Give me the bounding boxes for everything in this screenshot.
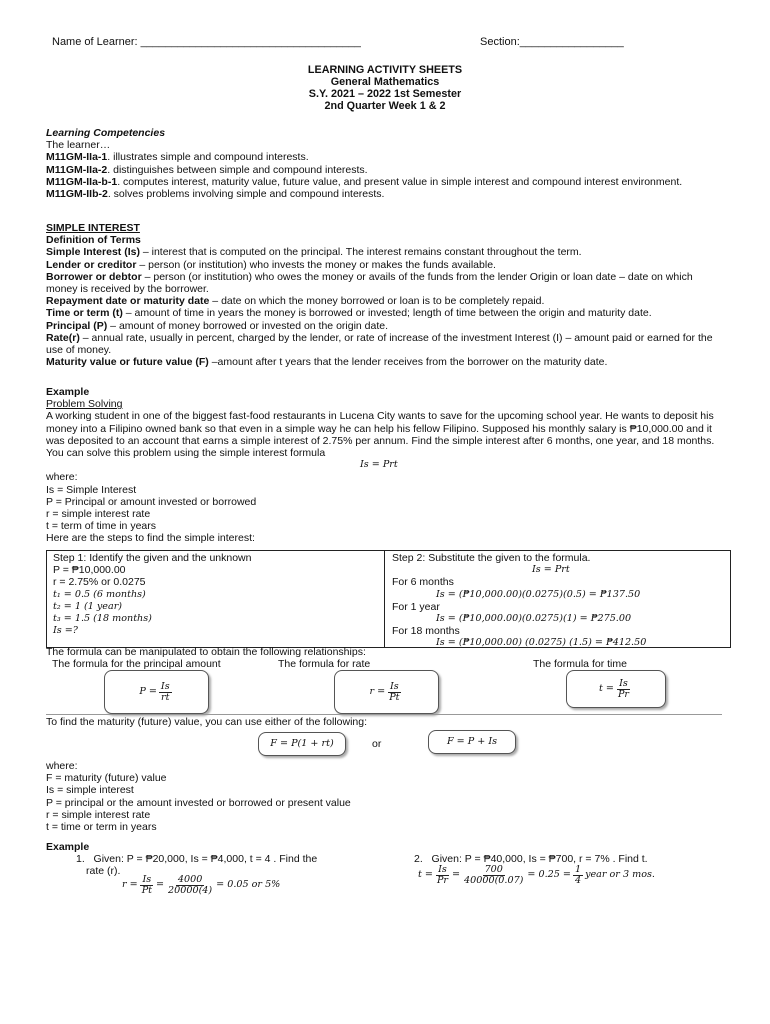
where-item: P = Principal or amount invested or borrowed	[46, 495, 257, 508]
where-item: r = simple interest rate	[46, 808, 151, 821]
example-heading: Example	[46, 386, 90, 398]
term-definition: Lender or creditor – person (or institution) who invests the money or makes the funds available.	[46, 258, 496, 271]
principal-formula-label: The formula for the principal amount	[52, 658, 221, 670]
time-formula-box: t = $\frac{Is}{Pr}$	[566, 670, 666, 708]
title-line-1: LEARNING ACTIVITY SHEETS	[307, 64, 463, 76]
learning-competencies	[46, 127, 716, 200]
step2-calc: Is = (₱10,000.00)(0.0275)(1) = ₱275.00	[436, 613, 632, 625]
step1-cell	[53, 552, 383, 637]
example2-heading: Example	[46, 841, 90, 853]
step1-line: t₂ = 1 (1 year)	[53, 600, 123, 612]
problem-solving-label: Problem Solving	[46, 398, 123, 411]
term-definition: Rate(r) – annual rate, usually in percent, charged by the lender, or rate of increase of the investment Interest (I) – amount paid or earned for the use of money.	[46, 331, 713, 357]
simple-interest-section	[46, 222, 726, 368]
relationships-intro: The formula can be manipulated to obtain the following relationships:	[46, 646, 366, 658]
step2-label: For 6 months	[392, 576, 454, 589]
term-definition: Principal (P) – amount of money borrowed or invested on the origin date.	[46, 319, 389, 332]
fraction: $\frac{Is}{Pt}$	[389, 680, 400, 703]
where-item: Is = simple interest	[46, 784, 134, 797]
principal-formula-box: P = $\frac{Is}{rt}$	[104, 670, 209, 714]
definitions-heading: Definition of Terms	[46, 234, 141, 247]
where-label: where:	[46, 760, 78, 772]
rate-formula-box: r = $\frac{Is}{Pt}$	[334, 670, 439, 714]
competency-item: M11GM-IIb-2. solves problems involving simple and compound interests.	[46, 188, 385, 201]
term-definition: Maturity value or future value (F) –amount after t years that the lender receives from the borrower on the maturity date.	[46, 356, 608, 369]
given-text: Given: P = ₱40,000, Is = ₱700, r = 7% . Find t.	[431, 853, 648, 865]
steps-intro: Here are the steps to find the simple interest:	[46, 532, 255, 545]
section-label: Section:_________________	[480, 36, 624, 48]
time-solution: t = $\frac{Is}{Pr}$ = $\frac{700}{40000(0.07)}$ = 0.25 = $\frac{1}{4}$ year or 3 mos.	[418, 864, 655, 886]
step2-calc: Is = (₱10,000.00) (0.0275) (1.5) = ₱412.50	[436, 637, 647, 649]
fraction: $\frac{Is}{Pr}$	[617, 677, 629, 700]
competencies-intro: The learner…	[46, 139, 111, 152]
title-line-2: General Mathematics	[330, 76, 440, 88]
or-label: or	[372, 738, 382, 750]
example2-item-2: 2. Given: P = ₱40,000, Is = ₱700, r = 7% . Find t. t = $\frac{Is}{Pr}$ = $\frac{700}{40000(0.07)}$ = 0.25 = $\frac{1}{4}$ year or 3 mos.	[414, 853, 655, 886]
where-item: t = term of time in years	[46, 520, 156, 533]
competency-item: M11GM-IIa-1. illustrates simple and compound interests.	[46, 151, 309, 164]
term-definition: Time or term (t) – amount of time in years the money is borrowed or invested; length of time between the origin and maturity date.	[46, 307, 652, 320]
where-item: r = simple interest rate	[46, 508, 151, 521]
term-definition: Simple Interest (Is) – interest that is computed on the principal. The interest remains constant throughout the term.	[46, 246, 582, 259]
future-value-formula-1: F = P(1 + rt)	[258, 732, 346, 756]
step2-cell	[392, 552, 726, 650]
step2-label: For 18 months	[392, 625, 460, 638]
table-divider	[384, 551, 385, 647]
maturity-where	[46, 760, 646, 833]
steps-table	[46, 550, 731, 648]
where-item: Is = Simple Interest	[46, 483, 137, 496]
step1-line: P = ₱10,000.00	[53, 564, 126, 577]
title-line-3: S.Y. 2021 – 2022 1st Semester	[308, 88, 462, 100]
competencies-heading: Learning Competencies	[46, 127, 166, 139]
where-label: where:	[46, 471, 78, 484]
competency-item: M11GM-IIa-b-1. computes interest, maturity value, future value, and present value in simple interest and compound interest environment.	[46, 175, 683, 188]
where-item: P = principal or the amount invested or borrowed or present value	[46, 796, 351, 809]
step1-line: r = 2.75% or 0.0275	[53, 576, 146, 589]
step2-formula: Is = Prt	[532, 564, 570, 576]
title-line-4: 2nd Quarter Week 1 & 2	[324, 100, 446, 112]
rate-formula-label: The formula for rate	[278, 658, 371, 670]
where-item: F = maturity (future) value	[46, 772, 167, 785]
learner-header	[52, 36, 672, 48]
step2-calc: Is = (₱10,000.00)(0.0275)(0.5) = ₱137.50	[436, 588, 641, 600]
step1-line: Is =?	[53, 625, 78, 637]
simple-interest-heading: SIMPLE INTEREST	[46, 222, 140, 234]
name-of-learner-label: Name of Learner: ____________________________________	[52, 36, 361, 48]
problem-text: A working student in one of the biggest fast-food restaurants in Lucena City wants to save for the upcoming school year. He wants to deposit his money into a Filipino owned bank so that even in a simple way he can help his fellow Filipino. Supposed his monthly salary is ₱10,000.00 and it was deposited to an account that earns a simple interest of 2.75% per annum. Find the simple interest after 6 months, one year, and 18 months.	[46, 410, 715, 447]
simple-interest-formula: Is = Prt	[360, 459, 398, 471]
future-value-formula-2: F = P + Is	[428, 730, 516, 754]
given-text: Given: P = ₱20,000, Is = ₱4,000, t = 4 . Find the	[93, 853, 318, 865]
example2-item-1: 1. Given: P = ₱20,000, Is = ₱4,000, t = 4 . Find the rate (r). r = $\frac{Is}{Pt}$ = $\frac{4000}{20000(4)}$ = 0.05 or 5%	[76, 853, 318, 896]
fraction: $\frac{Is}{rt}$	[160, 680, 170, 703]
term-definition: Borrower or debtor – person (or institution) who owes the money or avails of the funds from the lender Origin or loan date – date on which money is received by the borrower.	[46, 270, 693, 296]
rate-solution: r = $\frac{Is}{Pt}$ = $\frac{4000}{20000(4)}$ = 0.05 or 5%	[122, 874, 281, 896]
step1-line: t₁ = 0.5 (6 months)	[53, 588, 146, 600]
step1-title: Step 1: Identify the given and the unknown	[53, 552, 252, 564]
step2-title: Step 2: Substitute the given to the formula.	[392, 552, 591, 564]
competency-item: M11GM-IIa-2. distinguishes between simple and compound interests.	[46, 163, 368, 176]
formula-intro: You can solve this problem using the simple interest formula	[46, 447, 326, 460]
time-formula-label: The formula for time	[533, 658, 627, 670]
divider-line	[46, 714, 722, 715]
term-definition: Repayment date or maturity date – date on which the money borrowed or loan is to be completely repaid.	[46, 295, 545, 308]
example-problem	[46, 386, 730, 545]
step2-label: For 1 year	[392, 600, 440, 613]
step1-line: t₃ = 1.5 (18 months)	[53, 613, 152, 625]
maturity-intro: To find the maturity (future) value, you can use either of the following:	[46, 716, 368, 728]
where-item: t = time or term in years	[46, 821, 157, 834]
